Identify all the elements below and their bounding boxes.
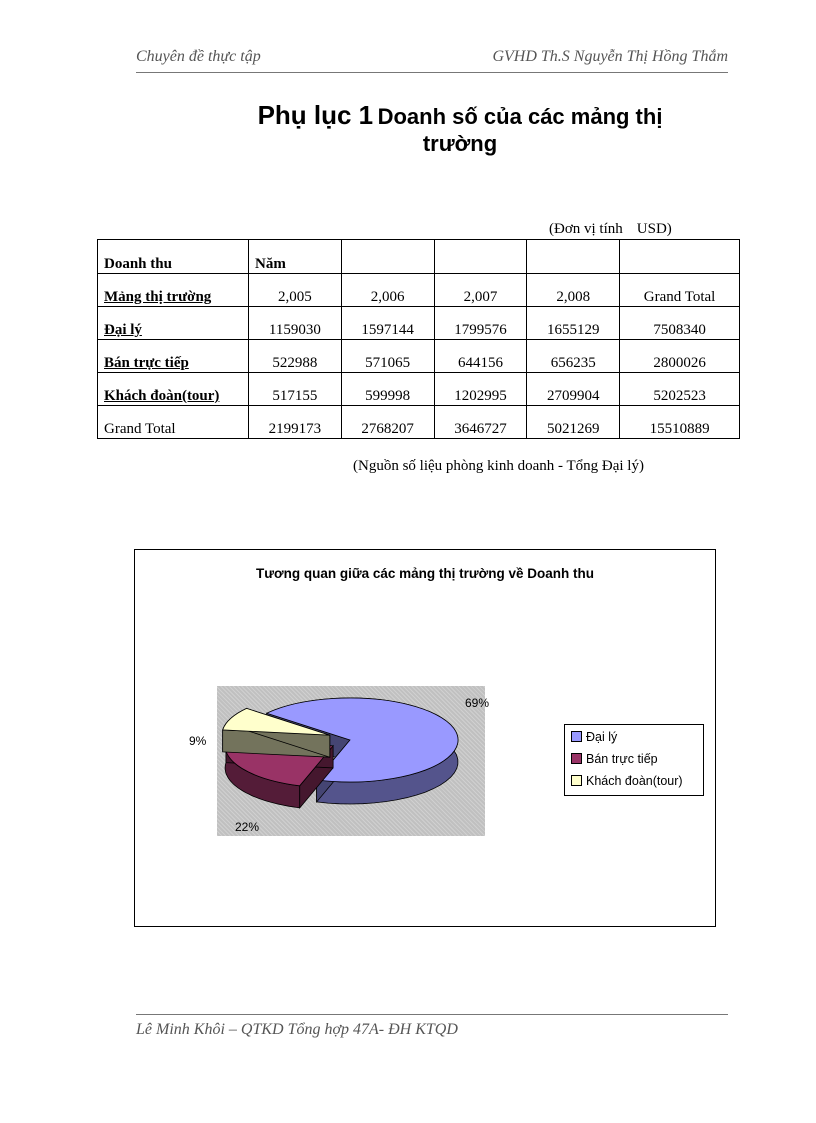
table-cell: 2709904	[527, 373, 620, 406]
table-cell: 599998	[341, 373, 434, 406]
source-note: (Nguồn số liệu phòng kinh doanh - Tổng Đại lý)	[353, 458, 644, 474]
title-part1: Phụ lục 1	[257, 100, 374, 130]
table-cell: 1159030	[249, 307, 342, 340]
table-cell: 1597144	[341, 307, 434, 340]
table-cell	[527, 240, 620, 274]
table-cell: 7508340	[620, 307, 740, 340]
table-cell: Grand Total	[98, 406, 249, 439]
table-cell: Khách đoàn(tour)	[98, 373, 249, 406]
table-cell: 571065	[341, 340, 434, 373]
unit-note	[549, 221, 672, 238]
legend-label: Khách đoàn(tour)	[586, 774, 683, 788]
table-cell: 2,007	[434, 274, 527, 307]
table-cell: Năm	[249, 240, 342, 274]
title-part2: Doanh số của các mảng thị	[377, 104, 663, 129]
table-cell: 1655129	[527, 307, 620, 340]
unit-value: USD)	[636, 221, 672, 237]
data-label-khach-doan: 9%	[189, 734, 207, 748]
unit-label: (Đơn vị tính	[549, 221, 623, 237]
page-footer: Lê Minh Khôi – QTKD Tổng hợp 47A- ĐH KTQD	[136, 1014, 728, 1039]
legend-label: Bán trực tiếp	[586, 752, 658, 766]
table-cell: Bán trực tiếp	[98, 340, 249, 373]
legend-swatch	[571, 731, 582, 742]
table-cell: 2800026	[620, 340, 740, 373]
table-row	[98, 274, 740, 307]
table-cell	[434, 240, 527, 274]
table-cell: Mảng thị trường	[98, 274, 249, 307]
table-row	[98, 406, 740, 439]
title-line2: trường	[422, 131, 498, 156]
data-label-ban-truc-tiep: 22%	[235, 820, 260, 834]
table-row	[98, 240, 740, 274]
table-row	[98, 373, 740, 406]
legend-item	[571, 773, 683, 789]
table-cell: Grand Total	[620, 274, 740, 307]
table-cell: 2199173	[249, 406, 342, 439]
table-cell: 2,005	[249, 274, 342, 307]
table-cell	[620, 240, 740, 274]
table-cell: Doanh thu	[98, 240, 249, 274]
chart-title: Tương quan giữa các mảng thị trường về Doanh thu	[255, 566, 595, 581]
table-cell: 522988	[249, 340, 342, 373]
revenue-table	[97, 239, 740, 439]
legend-swatch	[571, 775, 582, 786]
header-right: GVHD Th.S Nguyễn Thị Hồng Thắm	[492, 48, 728, 65]
pie-chart	[134, 549, 716, 927]
table-cell: 656235	[527, 340, 620, 373]
chart-legend	[564, 724, 704, 796]
table-row	[98, 307, 740, 340]
table-cell: 5021269	[527, 406, 620, 439]
table-cell: 5202523	[620, 373, 740, 406]
legend-item	[571, 729, 617, 745]
table-cell: 3646727	[434, 406, 527, 439]
table-cell: 1799576	[434, 307, 527, 340]
table-cell: 517155	[249, 373, 342, 406]
page-title	[150, 100, 770, 157]
header-left: Chuyên đề thực tập	[136, 48, 261, 65]
table-cell: Đại lý	[98, 307, 249, 340]
legend-swatch	[571, 753, 582, 764]
legend-label: Đại lý	[586, 730, 618, 744]
table-cell: 1202995	[434, 373, 527, 406]
table-cell: 15510889	[620, 406, 740, 439]
page-header	[136, 48, 728, 73]
data-label-dai-ly: 69%	[465, 696, 490, 710]
table-cell: 2768207	[341, 406, 434, 439]
table-cell: 2,006	[341, 274, 434, 307]
table-cell: 644156	[434, 340, 527, 373]
table-row	[98, 340, 740, 373]
table-cell: 2,008	[527, 274, 620, 307]
table-cell	[341, 240, 434, 274]
legend-item	[571, 751, 658, 767]
